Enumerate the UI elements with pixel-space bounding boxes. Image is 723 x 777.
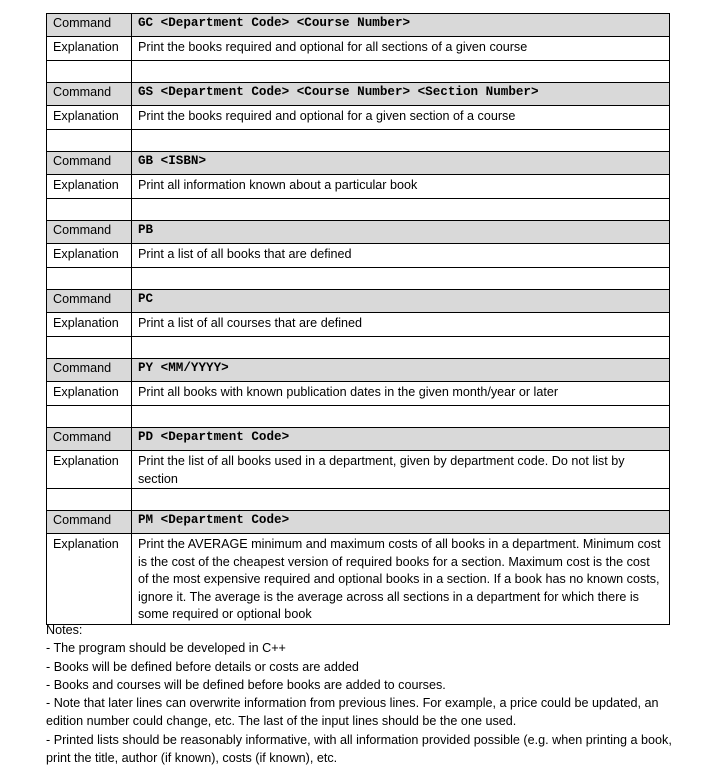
notes-section (46, 621, 686, 767)
command-row (47, 290, 670, 313)
explanation-label: Explanation (47, 382, 132, 406)
explanation-row (47, 451, 670, 489)
explanation-row (47, 313, 670, 337)
explanation-text: Print a list of all courses that are defined (132, 313, 670, 337)
explanation-label: Explanation (47, 451, 132, 489)
spacer-cell (132, 337, 670, 359)
note-item: - The program should be developed in C++ (46, 641, 286, 656)
command-syntax: GS <Department Code> <Course Number> <Section Number> (132, 83, 670, 106)
spacer-row (47, 489, 670, 511)
command-syntax: GC <Department Code> <Course Number> (132, 14, 670, 37)
command-label: Command (47, 511, 132, 534)
explanation-row (47, 37, 670, 61)
explanation-text: Print a list of all books that are defined (132, 244, 670, 268)
command-row (47, 511, 670, 534)
spacer-row (47, 268, 670, 290)
explanation-label: Explanation (47, 313, 132, 337)
explanation-row (47, 534, 670, 625)
command-syntax: PB (132, 221, 670, 244)
explanation-row (47, 106, 670, 130)
spacer-row (47, 130, 670, 152)
spacer-cell (47, 61, 132, 83)
spacer-cell (132, 199, 670, 221)
command-row (47, 14, 670, 37)
command-label: Command (47, 14, 132, 37)
explanation-label: Explanation (47, 37, 132, 61)
spacer-cell (47, 199, 132, 221)
explanation-label: Explanation (47, 244, 132, 268)
explanation-text: Print all information known about a particular book (132, 175, 670, 199)
note-item: - Printed lists should be reasonably informative, with all information provided possible (e.g. when printing a book, print the title, author (if known), costs (if known), etc. (46, 732, 672, 766)
explanation-text: Print all books with known publication dates in the given month/year or later (132, 382, 670, 406)
command-table-body (47, 14, 670, 625)
spacer-cell (47, 268, 132, 290)
command-syntax: PC (132, 290, 670, 313)
explanation-label: Explanation (47, 175, 132, 199)
note-item: - Books and courses will be defined before books are added to courses. (46, 677, 446, 692)
command-label: Command (47, 152, 132, 175)
explanation-text: Print the books required and optional for a given section of a course (132, 106, 670, 130)
command-syntax: PM <Department Code> (132, 511, 670, 534)
note-item: - Note that later lines can overwrite information from previous lines. For example, a price could be updated, an edition number could change, etc. The last of the input lines should be the one used. (46, 696, 659, 729)
spacer-row (47, 337, 670, 359)
explanation-text: Print the books required and optional for all sections of a given course (132, 37, 670, 61)
spacer-cell (47, 337, 132, 359)
command-table (46, 13, 670, 625)
command-syntax: PY <MM/YYYY> (132, 359, 670, 382)
explanation-row (47, 382, 670, 406)
command-syntax: GB <ISBN> (132, 152, 670, 175)
command-syntax: PD <Department Code> (132, 428, 670, 451)
command-row (47, 83, 670, 106)
command-label: Command (47, 359, 132, 382)
explanation-label: Explanation (47, 106, 132, 130)
command-row (47, 221, 670, 244)
spacer-row (47, 406, 670, 428)
spacer-cell (47, 406, 132, 428)
command-label: Command (47, 290, 132, 313)
spacer-row (47, 199, 670, 221)
command-label: Command (47, 221, 132, 244)
command-row (47, 152, 670, 175)
spacer-cell (132, 268, 670, 290)
spacer-cell (132, 406, 670, 428)
spacer-cell (132, 489, 670, 511)
spacer-cell (132, 61, 670, 83)
notes-heading: Notes: (46, 623, 83, 637)
spacer-cell (47, 489, 132, 511)
explanation-label: Explanation (47, 534, 132, 625)
explanation-row (47, 175, 670, 199)
command-row (47, 359, 670, 382)
explanation-row (47, 244, 670, 268)
spacer-cell (47, 130, 132, 152)
spacer-cell (132, 130, 670, 152)
command-label: Command (47, 428, 132, 451)
command-label: Command (47, 83, 132, 106)
explanation-text: Print the list of all books used in a department, given by department code. Do not list by section (132, 451, 670, 489)
note-item: - Books will be defined before details or costs are added (46, 659, 359, 674)
command-row (47, 428, 670, 451)
explanation-text: Print the AVERAGE minimum and maximum costs of all books in a department. Minimum cost is the cost of the cheapest version of required books for a section. Maximum cost is the cost of the most expensive required and optional books in a section. If a book has no known costs, ignore it. The average is the average across all sections in a department for which there is some required or optional book (132, 534, 670, 625)
spacer-row (47, 61, 670, 83)
